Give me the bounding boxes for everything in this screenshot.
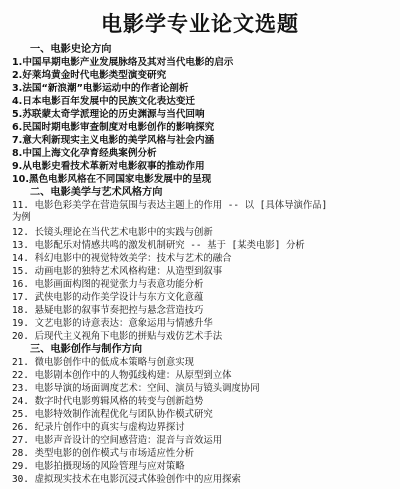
topic-item: 13. 电影配乐对情感共鸣的激发机制研究 -- 基于 [某类电影] 分析	[12, 240, 305, 251]
topic-item: 2.好莱坞黄金时代电影类型演变研究	[12, 70, 167, 81]
topic-item: 9.从电影史看技术革新对电影叙事的推动作用	[12, 161, 205, 172]
topic-item: 18. 悬疑电影的叙事节奏把控与悬念营造技巧	[12, 305, 204, 316]
topic-item: 11. 电影色彩美学在营造氛围与表达主题上的作用 -- 以 [具体导演作品]	[12, 200, 328, 211]
topic-item: 19. 文艺电影的诗意表达：意象运用与情感升华	[12, 318, 213, 329]
topic-item: 29. 电影拍摄现场的风险管理与应对策略	[12, 461, 185, 472]
section-heading: 一、电影史论方向	[30, 44, 112, 55]
topic-item: 22. 电影剧本创作中的人物弧线构建：从原型到立体	[12, 370, 232, 381]
topic-item: 1.中国早期电影产业发展脉络及其对当代电影的启示	[12, 57, 234, 68]
topic-item: 4.日本电影百年发展中的民族文化表达变迁	[12, 96, 196, 107]
section-heading: 二、电影美学与艺术风格方向	[30, 187, 163, 198]
topic-item: 20. 后现代主义视角下电影的拼贴与戏仿艺术手法	[12, 331, 223, 342]
topic-item: 26. 纪录片创作中的真实与虚构边界探讨	[12, 422, 185, 433]
topic-item: 7.意大利新现实主义电影的美学风格与社会内涵	[12, 135, 215, 146]
topic-item: 17. 武侠电影的动作美学设计与东方文化意蕴	[12, 292, 204, 303]
section-heading: 三、电影创作与制作方向	[30, 344, 143, 355]
topic-item: 28. 类型电影的创作模式与市场适应性分析	[12, 448, 194, 459]
topic-item: 8.中国上海文化孕育经典案例分析	[12, 148, 157, 159]
topic-item: 14. 科幻电影中的视觉特效美学：技术与艺术的融合	[12, 253, 232, 264]
topic-item: 5.苏联蒙太奇学派理论的历史渊源与当代回响	[12, 109, 205, 120]
topic-item: 6.民国时期电影审查制度对电影创作的影响探究	[12, 122, 215, 133]
topic-item: 10.黑色电影风格在不同国家电影发展中的呈现	[12, 174, 212, 185]
topic-item: 30. 虚拟现实技术在电影沉浸式体验创作中的应用探索	[12, 474, 241, 485]
topic-item: 16. 电影画面构图的视觉张力与表意功能分析	[12, 279, 204, 290]
topic-item: 3.法国“新浪潮”电影运动中的作者论剖析	[12, 83, 189, 94]
topic-item: 15. 动画电影的独特艺术风格构建：从造型到叙事	[12, 266, 223, 277]
topic-item: 24. 数字时代电影剪辑风格的转变与创新趋势	[12, 396, 204, 407]
page-title: 电影学专业论文选题	[101, 12, 299, 36]
topic-item: 27. 电影声音设计的空间感营造：混音与音效运用	[12, 435, 223, 446]
topic-item: 23. 电影导演的场面调度艺术：空间、演员与镜头调度协同	[12, 383, 260, 394]
topic-item: 为例	[12, 212, 31, 223]
topic-item: 25. 电影特效制作流程优化与团队协作模式研究	[12, 409, 213, 420]
topic-item: 21. 微电影创作中的低成本策略与创意实现	[12, 357, 194, 368]
topic-item: 12. 长镜头理论在当代艺术电影中的实践与创新	[12, 227, 213, 238]
